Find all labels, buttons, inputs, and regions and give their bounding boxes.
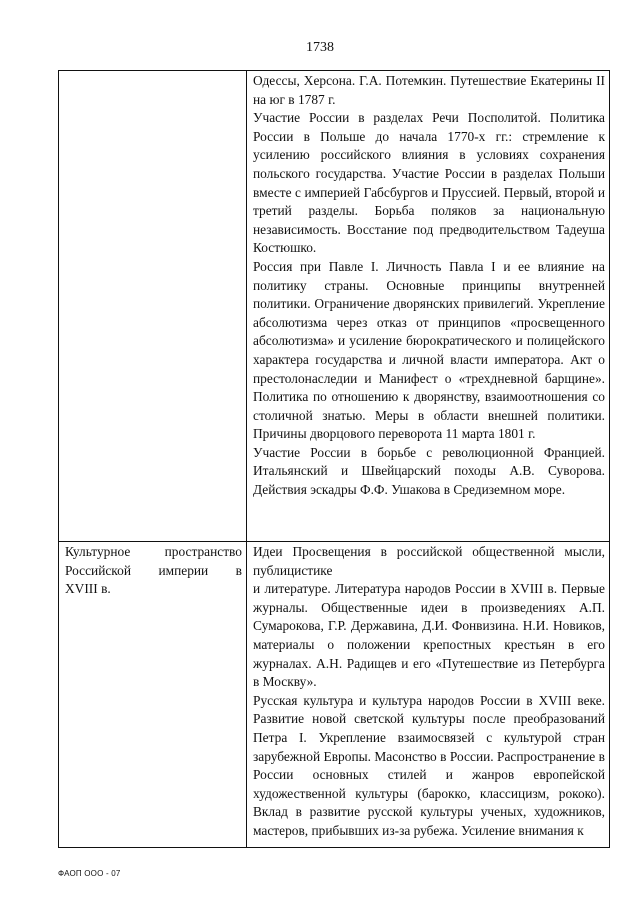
topic-cell <box>59 542 247 848</box>
curriculum-table <box>58 70 610 848</box>
page-number: 1738 <box>306 40 334 55</box>
content-paragraph: Россия при Павле I. Личность Павла I и ее влияние на политику страны. Основные принципы внутренней политики. Ограничение дворянских привилегий. Укрепление абсолютизма через отказ от принципов «просвещенного абсолютизма» и усиление бюрократического и полицейского характера государства и личной власти императора. Акт о престолонаследии и Манифест о «трехдневной барщине». Политика по отношению к дворянству, взаимоотношения со столичной знатью. Меры в области внешней политики. Причины дворцового переворота 11 марта 1801 г. <box>253 258 605 442</box>
content-cell <box>247 542 610 848</box>
topic-line: XVIII в. <box>65 581 111 597</box>
content-paragraph: Участие России в борьбе с революционной Францией. Итальянский и Швейцарский походы А.В. Суворова. Действия эскадры Ф.Ф. Ушакова в Средиземном море. <box>253 444 605 498</box>
content-paragraph: Одессы, Херсона. Г.А. Потемкин. Путешествие Екатерины II на юг в 1787 г. <box>253 73 605 107</box>
content-paragraph: и литературе. Литература народов России в XVIII в. Первые журналы. Общественные идеи в произведениях А.П. Сумарокова, Г.Р. Державина, Д.И. Фонвизина. Н.И. Новиков, материалы о положении крепостных крестьян в его журналах. А.Н. Радищев и его «Путешествие из Петербурга в Москву». <box>253 581 605 690</box>
topic-line: Культурное пространство <box>65 544 242 559</box>
content-paragraph: Идеи Просвещения в российской общественной мысли, публицистике <box>253 544 605 578</box>
topic-cell <box>59 71 247 542</box>
content-paragraph: Русская культура и культура народов России в XVIII веке. Развитие новой светской культуры после преобразований Петра I. Укрепление взаимосвязей с культурой стран зарубежной Европы. Масонство в России. Распространение в России основных стилей и жанров европейской художественной культуры (барокко, классицизм, рококо). Вклад в развитие русской культуры ученых, художников, мастеров, прибывших из-за рубежа. Усиление внимания к <box>253 692 605 838</box>
topic-line: Российской империи в <box>65 562 242 578</box>
content-cell <box>247 71 610 542</box>
document-code: ФАОП ООО - 07 <box>58 869 121 878</box>
table-row <box>59 71 610 542</box>
table-row <box>59 542 610 848</box>
content-paragraph: Участие России в разделах Речи Посполитой. Политика России в Польше до начала 1770-х гг.: стремление к усилению российского влияния в условиях сохранения польского государства. Участие России в разделах Польши вместе с империей Габсбургов и Пруссией. Первый, второй и третий разделы. Борьба поляков за национальную независимость. Восстание под предводительством Тадеуша Костюшко. <box>253 110 605 256</box>
